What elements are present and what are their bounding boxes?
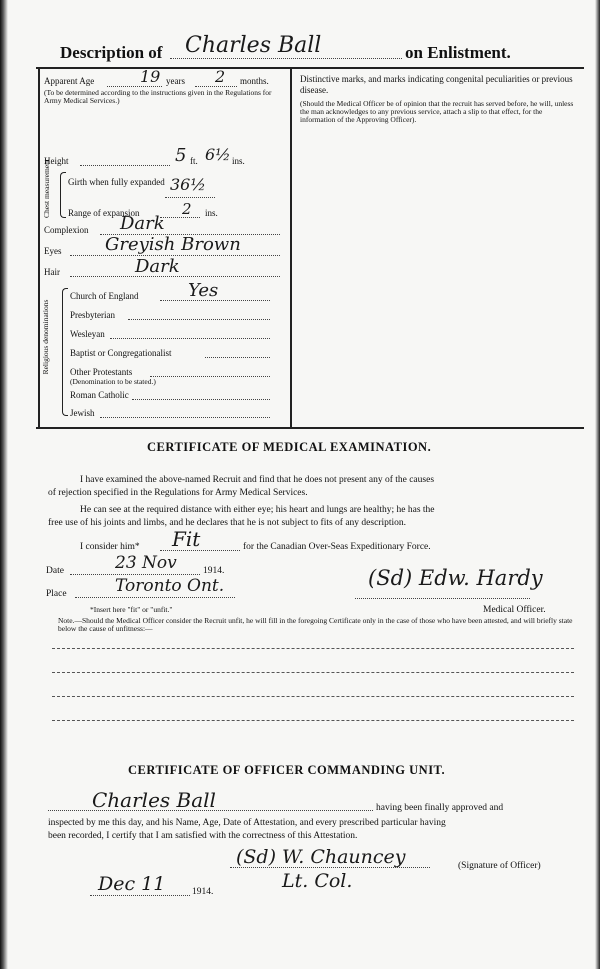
girth-line xyxy=(165,197,215,198)
unfit-line-3 xyxy=(52,696,574,697)
complexion-label: Complexion xyxy=(44,225,89,235)
religious-denominations-label: Religious denominations xyxy=(41,299,50,375)
religion-line-4 xyxy=(205,357,270,358)
height-ins-value: 6½ xyxy=(205,145,231,164)
commanding-officer-rank: Lt. Col. xyxy=(282,870,353,892)
form-title-left: Description of xyxy=(60,43,163,62)
chest-measurement-label: Chest measurement xyxy=(42,159,51,218)
medical-officer-signature: (Sd) Edw. Hardy xyxy=(368,566,543,590)
medical-certificate-heading: CERTIFICATE OF MEDICAL EXAMINATION. xyxy=(147,440,432,454)
signature-of-officer-label: (Signature of Officer) xyxy=(458,861,541,871)
fitness-line xyxy=(160,550,240,551)
name-line xyxy=(170,58,402,59)
hair-label: Hair xyxy=(44,267,60,277)
religion-line-1 xyxy=(160,300,270,301)
medical-para2-line2: free use of his joints and limbs, and he declares that he is not subject to fits of any description. xyxy=(48,518,407,528)
religion-line-6 xyxy=(132,399,270,400)
distinctive-marks-note: (Should the Medical Officer be of opinion that the recruit has served before, he will, unless the man acknowledges to any previous service, attach a slip to that effect, for the information of the Approving Officer). xyxy=(300,99,574,124)
medical-date-value: 23 Nov xyxy=(115,553,177,573)
age-years-value: 19 xyxy=(140,67,161,86)
range-ins-label: ins. xyxy=(205,208,218,218)
unfit-line-2 xyxy=(52,672,574,673)
unfit-line-4 xyxy=(52,720,574,721)
ft-label: ft. xyxy=(190,156,198,166)
commanding-date-value: Dec 11 xyxy=(98,873,166,895)
religion-wesleyan: Wesleyan xyxy=(70,329,105,339)
religion-other-protestants: Other Protestants xyxy=(70,367,133,377)
age-years-line xyxy=(107,86,162,87)
religion-line-5 xyxy=(150,376,270,377)
officer-signature-line xyxy=(230,867,430,868)
commanding-year-label: 1914. xyxy=(192,887,214,897)
commanding-officer-signature: (Sd) W. Chauncey xyxy=(236,846,406,868)
range-line xyxy=(160,217,200,218)
religion-value: Yes xyxy=(188,280,219,301)
distinctive-marks-title: Distinctive marks, and marks indicating congenital peculiarities or previous disease. xyxy=(300,74,573,95)
commanding-name-line xyxy=(48,810,373,811)
height-ft-value: 5 xyxy=(175,145,187,166)
religion-roman-catholic: Roman Catholic xyxy=(70,390,129,400)
religion-presbyterian: Presbyterian xyxy=(70,310,115,320)
medical-para1-line1: I have examined the above-named Recruit and find that he does not present any of the causes xyxy=(80,475,435,485)
ins-label: ins. xyxy=(232,156,245,166)
fit-footnote: *Insert here "fit" or "unfit." xyxy=(90,605,173,614)
unfit-line-1 xyxy=(52,648,574,649)
medical-para1-line2: of rejection specified in the Regulations for Army Medical Services. xyxy=(48,488,308,498)
medical-para2-line1: He can see at the required distance with either eye; his heart and lungs are healthy; he has the xyxy=(80,505,435,515)
top-rule xyxy=(36,67,584,69)
fitness-value: Fit xyxy=(172,527,201,551)
commanding-date-line xyxy=(90,895,190,896)
religion-line-3 xyxy=(110,338,270,339)
range-label: Range of expansion xyxy=(68,208,140,218)
years-label: years xyxy=(166,76,185,86)
height-label: Height xyxy=(44,156,69,166)
complexion-value: Dark xyxy=(120,213,165,234)
center-divider xyxy=(290,67,292,427)
place-value: Toronto Ont. xyxy=(115,576,225,596)
religion-baptist: Baptist or Congregationalist xyxy=(70,348,172,358)
scan-edge-left xyxy=(0,0,8,969)
medical-date-line xyxy=(70,574,200,575)
commanding-recruit-name: Charles Ball xyxy=(92,788,216,812)
place-line xyxy=(75,597,235,598)
religion-church-of-england: Church of England xyxy=(70,291,139,301)
apparent-age-label: Apparent Age xyxy=(44,76,95,86)
left-rule xyxy=(38,67,40,427)
recruit-name: Charles Ball xyxy=(185,33,322,58)
religion-line-7 xyxy=(100,417,270,418)
religion-line-2 xyxy=(128,319,270,320)
scan-edge-right xyxy=(595,0,600,969)
girth-label: Girth when fully expanded xyxy=(68,177,165,187)
other-protestants-note: (Denomination to be stated.) xyxy=(70,377,156,386)
eyes-value: Greyish Brown xyxy=(105,234,241,255)
hair-line xyxy=(70,276,280,277)
date-label: Date xyxy=(46,566,64,576)
form-title-right: on Enlistment. xyxy=(405,43,511,62)
commanding-certificate-heading: CERTIFICATE OF OFFICER COMMANDING UNIT. xyxy=(128,763,446,777)
unfit-note: Note.—Should the Medical Officer consider the Recruit unfit, he will fill in the foregoing Certificate only in the case of those who have been attested, and will briefly state below the cause of unfitness:— xyxy=(58,616,573,633)
religion-brace xyxy=(62,288,68,416)
place-label: Place xyxy=(46,589,67,599)
eyes-label: Eyes xyxy=(44,246,62,256)
signature-line xyxy=(355,598,530,599)
age-months-value: 2 xyxy=(215,67,226,86)
religion-jewish: Jewish xyxy=(70,408,95,418)
approval-text-tail: having been finally approved and xyxy=(376,803,504,813)
chest-brace xyxy=(60,172,66,218)
girth-value: 36½ xyxy=(170,175,206,194)
age-instructions-note: (To be determined according to the instructions given in the Regulations for Army Medical Services.) xyxy=(44,88,272,105)
height-lead-line xyxy=(80,165,170,166)
age-months-line xyxy=(195,86,237,87)
range-value: 2 xyxy=(182,200,192,218)
medical-officer-label: Medical Officer. xyxy=(483,605,546,615)
months-label: months. xyxy=(240,76,269,86)
section-rule xyxy=(36,427,584,429)
hair-value: Dark xyxy=(135,256,180,277)
approval-text-line3: been recorded, I certify that I am satisfied with the correctness of this Attestation. xyxy=(48,831,358,841)
consider-tail: for the Canadian Over-Seas Expeditionary Force. xyxy=(243,542,431,552)
approval-text-line2: inspected by me this day, and his Name, Age, Date of Attestation, and every prescribed particular having xyxy=(48,818,446,828)
consider-label: I consider him* xyxy=(80,542,140,552)
medical-year-label: 1914. xyxy=(203,566,225,576)
